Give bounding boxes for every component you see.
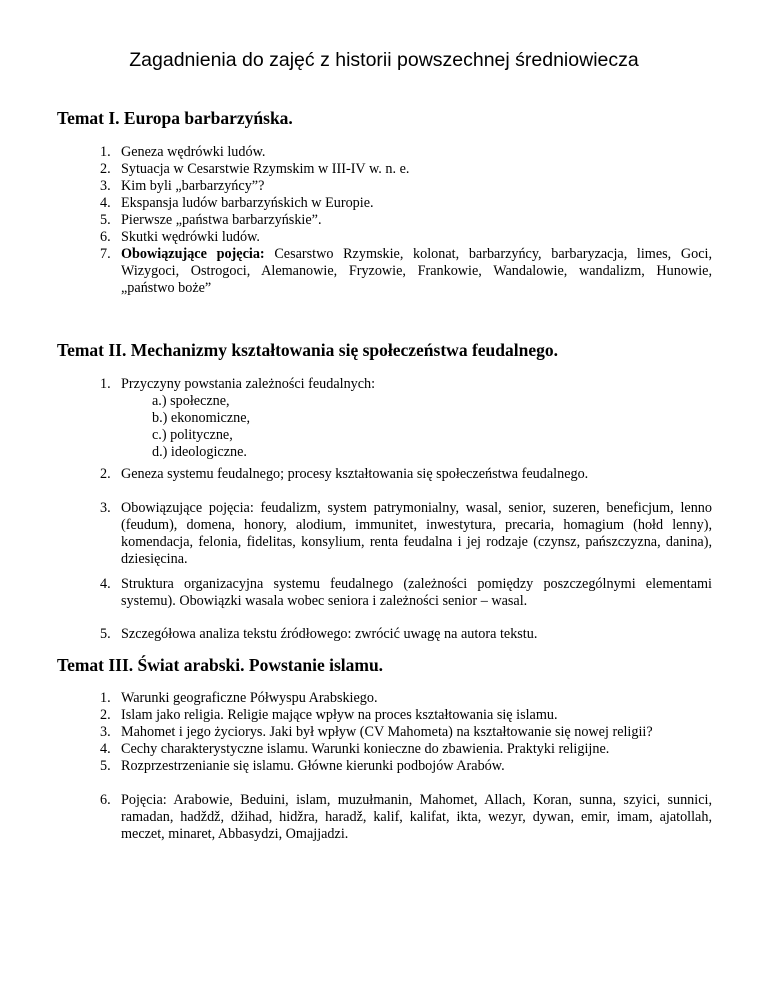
sub-list-item: b.) ekonomiczne,	[152, 410, 251, 426]
list-item: 7. Obowiązujące pojęcia: Cesarstwo Rzymskie, kolonat, barbarzyńcy, barbaryzacja, limes, Goci, Wizygoci, Ostrogoci, Alemanowie, Fryzowie, Frankowie, Wandalowie, wandalizm, Hunowie, „państwo boże”	[100, 246, 712, 296]
list-item: 4. Cechy charakterystyczne islamu. Warunki konieczne do zbawienia. Praktyki religijne.	[100, 741, 610, 757]
topic-3-list	[100, 690, 712, 775]
list-item: 3. Obowiązujące pojęcia: feudalizm, system patrymonialny, wasal, senior, suzeren, beneficjum, lenno (feudum), domena, honory, alodium, immunitet, inwestytura, precaria, homagium (hołd lenny), komendacja, felonia, fidelitas, konsylium, renta feudalna i jej rodzaje (czynsz, pańszczyzna, danina), dziesięcina.	[100, 500, 712, 567]
sub-list	[121, 393, 712, 461]
topic-3-item-6	[100, 792, 712, 843]
sub-list-item: c.) polityczne,	[152, 427, 233, 443]
list-item: 5. Rozprzestrzenianie się islamu. Główne kierunki podbojów Arabów.	[100, 758, 505, 774]
topic-2-item-5	[100, 626, 712, 643]
sub-list-item: d.) ideologiczne.	[152, 444, 247, 460]
list-item: 6. Skutki wędrówki ludów.	[100, 229, 260, 245]
list-item: 4. Ekspansja ludów barbarzyńskich w Europie.	[100, 195, 374, 211]
topic-2-item-1	[100, 376, 712, 461]
topic-3-heading: Temat III. Świat arabski. Powstanie islamu.	[57, 655, 384, 675]
list-item: 1. Warunki geograficzne Półwyspu Arabskiego.	[100, 690, 378, 706]
list-item: 3. Kim byli „barbarzyńcy”?	[100, 178, 265, 194]
topic-2-item-3	[100, 500, 712, 568]
list-item: 4. Struktura organizacyjna systemu feudalnego (zależności pomiędzy poszczególnymi elementami systemu). Obowiązki wasala wobec seniora i zależności senior – wasal.	[100, 576, 712, 609]
list-item: 2. Sytuacja w Cesarstwie Rzymskim w III-IV w. n. e.	[100, 161, 410, 177]
list-item: 6. Pojęcia: Arabowie, Beduini, islam, muzułmanin, Mahomet, Allach, Koran, sunna, szyici, sunnici, ramadan, hadždž, džihad, hidžra, haradž, kalif, kalifat, ikta, wezyr, dywan, emir, imam, ajatollah, meczet, minaret, Abbasydzi, Omajjadzi.	[100, 792, 712, 842]
list-item: 3. Mahomet i jego życiorys. Jaki był wpływ (CV Mahometa) na kształtowanie się nowej religii?	[100, 724, 653, 740]
list-item: 1. Przyczyny powstania zależności feudalnych: a.) społeczne, b.) ekonomiczne, c.) polityczne, d.) ideologiczne.	[100, 376, 712, 461]
topic-2-item-4	[100, 576, 712, 610]
list-item: 2. Islam jako religia. Religie mające wpływ na proces kształtowania się islamu.	[100, 707, 558, 723]
document-title: Zagadnienia do zajęć z historii powszechnej średniowiecza	[129, 49, 639, 71]
bold-term-label: Obowiązujące pojęcia:	[121, 246, 265, 262]
topic-1-heading: Temat I. Europa barbarzyńska.	[57, 108, 293, 128]
list-item: 2. Geneza systemu feudalnego; procesy kształtowania się społeczeństwa feudalnego.	[100, 466, 589, 482]
list-item: 1. Geneza wędrówki ludów.	[100, 144, 266, 160]
topic-2-item-2	[100, 466, 712, 483]
sub-list-item: a.) społeczne,	[152, 393, 230, 409]
topic-1-list	[100, 144, 712, 297]
topic-2-heading: Temat II. Mechanizmy kształtowania się społeczeństwa feudalnego.	[57, 340, 558, 360]
list-item: 5. Pierwsze „państwa barbarzyńskie”.	[100, 212, 322, 228]
list-item: 5. Szczegółowa analiza tekstu źródłowego: zwrócić uwagę na autora tekstu.	[100, 626, 538, 642]
